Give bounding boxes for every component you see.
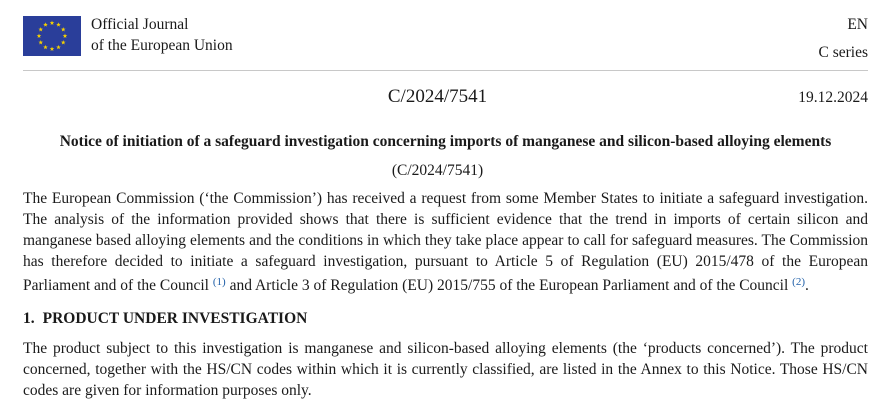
intro-text-c: . — [805, 277, 809, 294]
series-label: C series — [818, 44, 868, 61]
section-1-heading — [23, 310, 307, 328]
notice-title: Notice of initiation of a safeguard investigation concerning imports of manganese and silicon-based alloying elements — [59, 133, 832, 150]
document-date: 19.12.2024 — [798, 89, 868, 106]
document-number: C/2024/7541 — [387, 86, 488, 107]
header-divider — [23, 70, 868, 71]
journal-title — [91, 14, 233, 56]
intro-text-b: and Article 3 of Regulation (EU) 2015/755 of the European Parliament and of the Council — [225, 277, 793, 294]
footnote-ref-1-open: ( — [212, 276, 217, 288]
journal-title-line2: of the European Union — [91, 37, 233, 54]
section-1-number: 1. — [23, 310, 35, 327]
footnote-ref-2[interactable] — [792, 276, 805, 288]
footnote-ref-1-close: ) — [222, 276, 226, 288]
eu-flag-stars — [23, 16, 81, 56]
footnote-link-2[interactable]: 2 — [795, 276, 802, 288]
journal-title-line1: Official Journal — [91, 16, 189, 33]
footnote-link-1[interactable]: 1 — [216, 276, 223, 288]
footnote-ref-1[interactable] — [213, 276, 226, 288]
section-1-paragraph: The product subject to this investigation is manganese and silicon-based alloying elements (the ‘products concerned’). The product concerned, together with the HS/CN codes within which it is currently classified, are listed in the Annex to this Notice. Those HS/CN codes are given for information purposes only. — [23, 340, 868, 399]
notice-code: (C/2024/7541) — [391, 162, 484, 179]
eu-flag-icon — [23, 16, 81, 56]
intro-paragraph — [23, 188, 868, 296]
intro-text-a: The European Commission (‘the Commission’) has received a request from some Member States to initiate a safeguard investigation. The analysis of the information provided shows that there is sufficient evidence that the trend in imports of certain silicon and manganese based alloying elements and the conditions in which they take place appear to call for safeguard measures. The Commission has therefore decided to initiate a safeguard investigation, pursuant to Article 5 of Regulation (EU) 2015/478 of the European Parliament and of the Council — [23, 190, 868, 294]
footnote-ref-2-close: ) — [801, 276, 806, 288]
journal-header — [23, 12, 868, 62]
section-1-title: PRODUCT UNDER INVESTIGATION — [42, 310, 308, 327]
language-code: EN — [847, 16, 868, 33]
footnote-ref-2-open: ( — [792, 276, 796, 288]
